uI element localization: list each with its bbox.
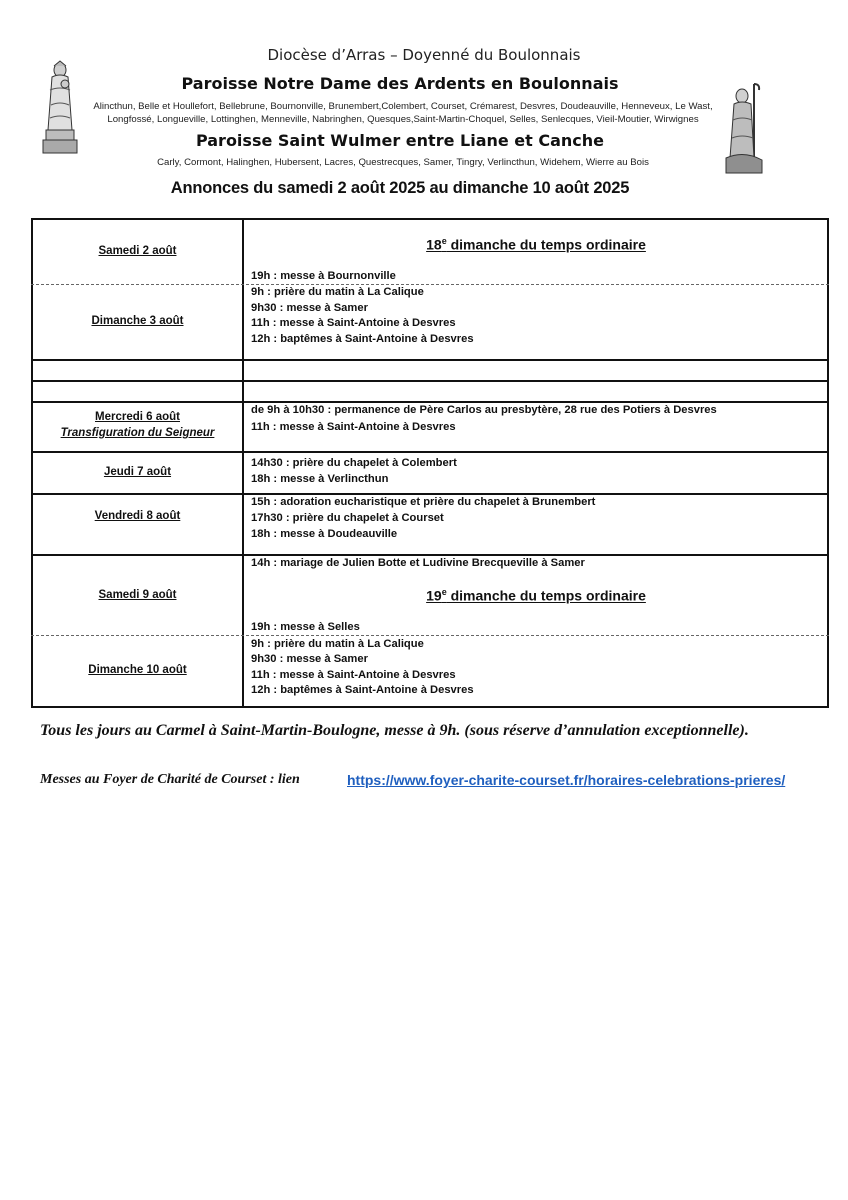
schedule-item: 11h : messe à Saint-Antoine à Desvres — [251, 421, 456, 433]
diocese-heading: Diocèse d’Arras – Doyenné du Boulonnais — [267, 46, 581, 64]
day-label-thu7: Jeudi 7 août — [103, 466, 172, 478]
parish2-heading: Paroisse Saint Wulmer entre Liane et Canche — [195, 131, 605, 150]
parish1-heading: Paroisse Notre Dame des Ardents en Boulonnais — [181, 74, 619, 93]
schedule-item: 9h : prière du matin à La Calique — [251, 286, 424, 298]
schedule-item: 12h : baptêmes à Saint-Antoine à Desvres — [251, 684, 474, 696]
schedule-item: 12h : baptêmes à Saint-Antoine à Desvres — [251, 333, 474, 345]
announcements-title: Annonces du samedi 2 août 2025 au dimanche 10 août 2025 — [170, 179, 630, 197]
schedule-item: 11h : messe à Saint-Antoine à Desvres — [251, 669, 456, 681]
row-divider — [31, 380, 829, 382]
schedule-item: 14h : mariage de Julien Botte et Ludivine Brecqueville à Samer — [251, 557, 585, 569]
schedule-item: 15h : adoration eucharistique et prière du chapelet à Brunembert — [251, 496, 596, 508]
schedule-item: 17h30 : prière du chapelet à Courset — [251, 512, 444, 524]
saint-wulmer-statue-icon — [724, 80, 764, 175]
parish2-villages: Carly, Cormont, Halinghen, Hubersent, Lacres, Questrecques, Samer, Tingry, Verlincthun, Widehem, Wierre au Bois — [157, 157, 649, 168]
day-label-sat2: Samedi 2 août — [98, 245, 177, 257]
sunday-heading-18: 18e dimanche du temps ordinaire — [426, 236, 646, 253]
feast-label-transfiguration: Transfiguration du Seigneur — [60, 427, 215, 439]
schedule-item: 11h : messe à Saint-Antoine à Desvres — [251, 317, 456, 329]
row-divider — [31, 554, 829, 556]
schedule-item: 9h30 : messe à Samer — [251, 302, 368, 314]
sunday-heading-19: 19e dimanche du temps ordinaire — [426, 587, 646, 604]
schedule-item: 18h : messe à Doudeauville — [251, 528, 398, 540]
schedule-item: 18h : messe à Verlincthun — [251, 473, 389, 485]
row-divider — [31, 359, 829, 361]
day-label-fri8: Vendredi 8 août — [94, 510, 181, 522]
row-divider — [31, 451, 829, 453]
day-label-sun3: Dimanche 3 août — [91, 315, 184, 327]
day-label-sat9: Samedi 9 août — [98, 589, 177, 601]
schedule-item: 9h30 : messe à Samer — [251, 653, 368, 665]
carmel-notice: Tous les jours au Carmel à Saint-Martin-Boulogne, messe à 9h. (sous réserve d’annulation exceptionnelle). — [40, 722, 749, 739]
schedule-item: 19h : messe à Selles — [251, 621, 360, 633]
row-divider — [31, 493, 829, 495]
schedule-item: 14h30 : prière du chapelet à Colembert — [251, 457, 457, 469]
row-divider — [31, 401, 829, 403]
day-label-wed6: Mercredi 6 août — [95, 411, 180, 423]
row-divider — [31, 635, 829, 636]
day-label-sun10: Dimanche 10 août — [88, 664, 187, 676]
schedule-item: 19h : messe à Bournonville — [251, 270, 396, 282]
foyer-link[interactable]: https://www.foyer-charite-courset.fr/horaires-celebrations-prieres/ — [347, 772, 786, 788]
schedule-item: de 9h à 10h30 : permanence de Père Carlos au presbytère, 28 rue des Potiers à Desvres — [251, 404, 717, 416]
schedule-item: 9h : prière du matin à La Calique — [251, 638, 424, 650]
foyer-label: Messes au Foyer de Charité de Courset : lien — [40, 772, 300, 787]
row-divider — [31, 284, 829, 285]
parish1-villages-line1: Alincthun, Belle et Houllefort, Bellebrune, Bournonville, Brunembert,Colembert, Courset, Crémarest, Desvres, Doudeauville, Henneveux, Le Wast, — [93, 101, 713, 112]
parish1-villages-line2: Longfossé, Longueville, Lottinghen, Menneville, Nabringhen, Quesques,Saint-Martin-Choquel, Selles, Senlecques, Vieil-Moutier, Wirwignes — [107, 114, 699, 125]
